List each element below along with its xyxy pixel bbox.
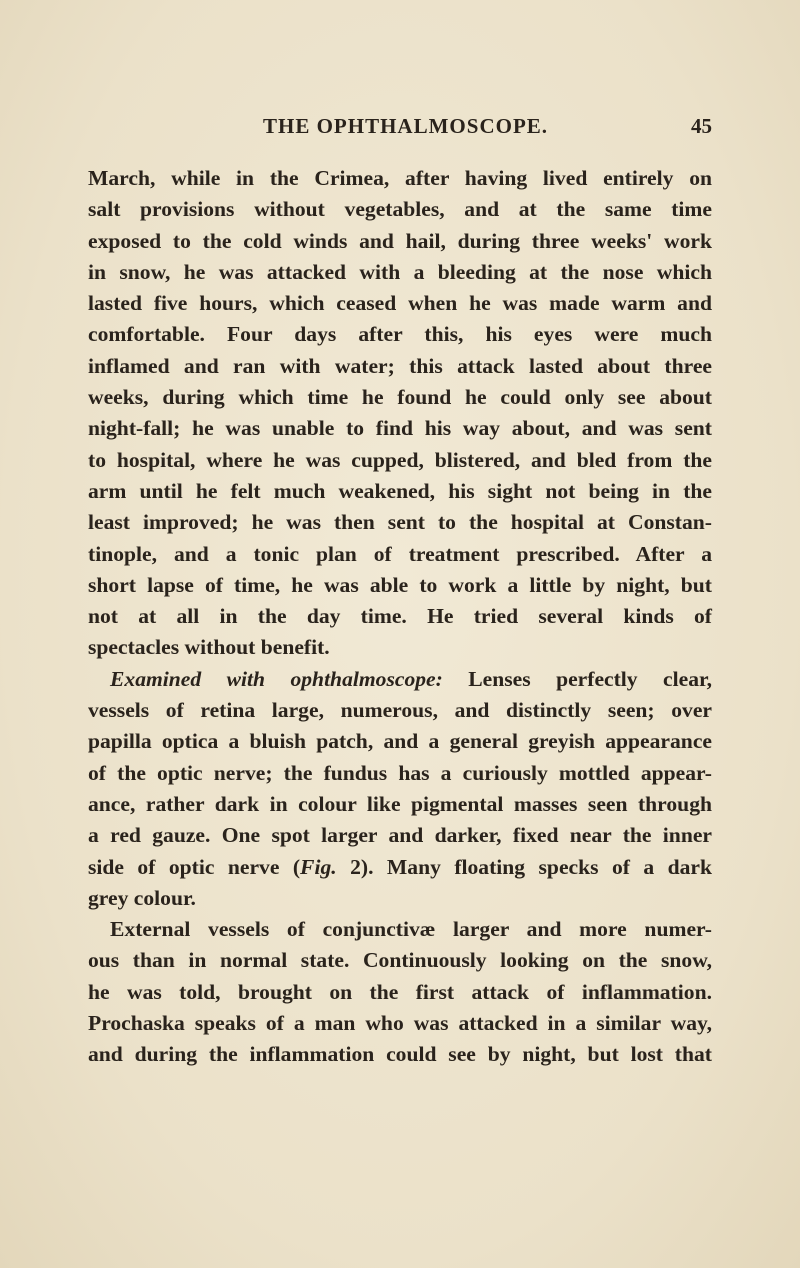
text-line: tinople, and a tonic plan of treatment prescribed. After a [88,541,712,566]
text-line: night-fall; he was unable to find his way about, and was sent [88,416,712,441]
text-line: least improved; he was then sent to the hospital at Constan- [88,510,712,535]
text-line: vessels of retina large, numerous, and distinctly seen; over [88,698,712,723]
running-head: THE OPHTHALMOSCOPE. [263,114,549,138]
text-line: to hospital, where he was cupped, blistered, and bled from the [88,447,712,472]
text-line: not at all in the day time. He tried several kinds of [88,604,712,629]
text-line: papilla optica a bluish patch, and a general greyish appearance [88,729,712,754]
text-line: inflamed and ran with water; this attack lasted about three [88,353,712,378]
figure-reference: Fig. [300,854,337,879]
text-line: arm until he felt much weakened, his sight not being in the [88,478,712,503]
lead-rest: Lenses perfectly clear, [442,666,713,691]
page-header [88,114,712,144]
text-line: weeks, during which time he found he could only see about [88,385,712,410]
text-line: he was told, brought on the first attack of inflammation. [88,979,712,1004]
text-line [88,664,712,695]
text-line: exposed to the cold winds and hail, during three weeks' work [88,228,712,253]
body-text [88,163,712,1071]
text-line [88,852,712,883]
text-line: grey colour. [88,885,196,910]
fig-line-after: 2). Many floating specks of a dark [336,854,712,879]
text-line: and during the inflammation could see by night, but lost that [88,1042,712,1067]
text-line: of the optic nerve; the fundus has a curiously mottled appear- [88,760,712,785]
text-line: ance, rather dark in colour like pigmental masses seen through [88,791,712,816]
text-line: Prochaska speaks of a man who was attacked in a similar way, [88,1011,712,1036]
text-line: short lapse of time, he was able to work a little by night, but [88,572,712,597]
text-line: a red gauze. One spot larger and darker, fixed near the inner [88,823,712,848]
paragraph-1 [88,163,712,664]
page-number: 45 [691,114,712,138]
text-line: comfortable. Four days after this, his eyes were much [88,322,712,347]
paragraph-3 [88,914,712,1070]
fig-line-before: side of optic nerve ( [88,854,301,879]
paragraph-2 [88,664,712,914]
text-line: in snow, he was attacked with a bleeding at the nose which [88,259,712,284]
text-line: salt provisions without vegetables, and at the same time [88,197,712,222]
text-line: spectacles without benefit. [88,635,330,660]
text-line: External vessels of conjunctivæ larger and more numer- [110,917,712,942]
text-line: lasted five hours, which ceased when he was made warm and [88,291,712,316]
text-line: ous than in normal state. Continuously looking on the snow, [88,948,712,973]
italic-lead: Examined with ophthalmoscope: [110,666,443,691]
text-line: March, while in the Crimea, after having lived entirely on [88,166,712,190]
